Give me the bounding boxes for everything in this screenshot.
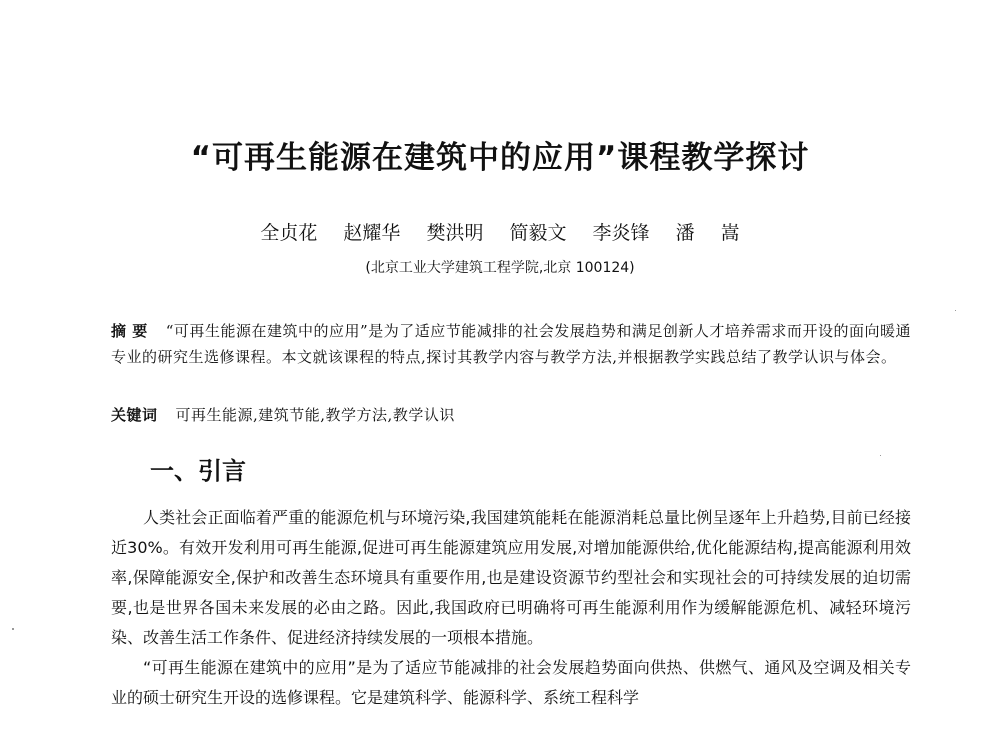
scan-speck: [12, 628, 14, 630]
abstract-label: 摘 要: [111, 322, 148, 340]
abstract-text: “可再生能源在建筑中的应用”是为了适应节能减排的社会发展趋势和满足创新人才培养需求而开设的面向暖通专业的研究生选修课程。本文就该课程的特点,探讨其教学内容与教学方法,并根据教学实践总结了教学认识与体会。: [111, 322, 911, 366]
keywords: [111, 402, 911, 428]
section-heading-introduction: 一、引言: [150, 457, 246, 485]
author-affiliation: (北京工业大学建筑工程学院,北京 100124): [365, 260, 635, 276]
author-list: 全贞花 赵耀华 樊洪明 简毅文 李炎锋 潘 嵩: [260, 222, 740, 244]
body-paragraph: “可再生能源在建筑中的应用”是为了适应节能减排的社会发展趋势面向供热、供燃气、通风及空调及相关专业的硕士研究生开设的选修课程。它是建筑科学、能源科学、系统工程科学: [111, 658, 911, 707]
keywords-text: 可再生能源,建筑节能,教学方法,教学认识: [175, 406, 455, 424]
paper-title: “可再生能源在建筑中的应用”课程教学探讨: [190, 140, 810, 176]
keywords-label: 关键词: [111, 406, 158, 424]
scan-speck: [880, 455, 881, 456]
abstract: [111, 318, 911, 370]
body-paragraph: 人类社会正面临着严重的能源危机与环境污染,我国建筑能耗在能源消耗总量比例呈逐年上升趋势,目前已经接近30%。有效开发利用可再生能源,促进可再生能源建筑应用发展,对增加能源供给,优化能源结构,提高能源利用效率,保障能源安全,保护和改善生态环境具有重要作用,也是建设资源节约型社会和实现社会的可持续发展的迫切需要,也是世界各国未来发展的必由之路。因此,我国政府已明确将可再生能源利用作为缓解能源危机、减轻环境污染、改善生活工作条件、促进经济持续发展的一项根本措施。: [111, 508, 911, 647]
scan-speck: [955, 310, 956, 311]
introduction-body: [111, 503, 911, 713]
